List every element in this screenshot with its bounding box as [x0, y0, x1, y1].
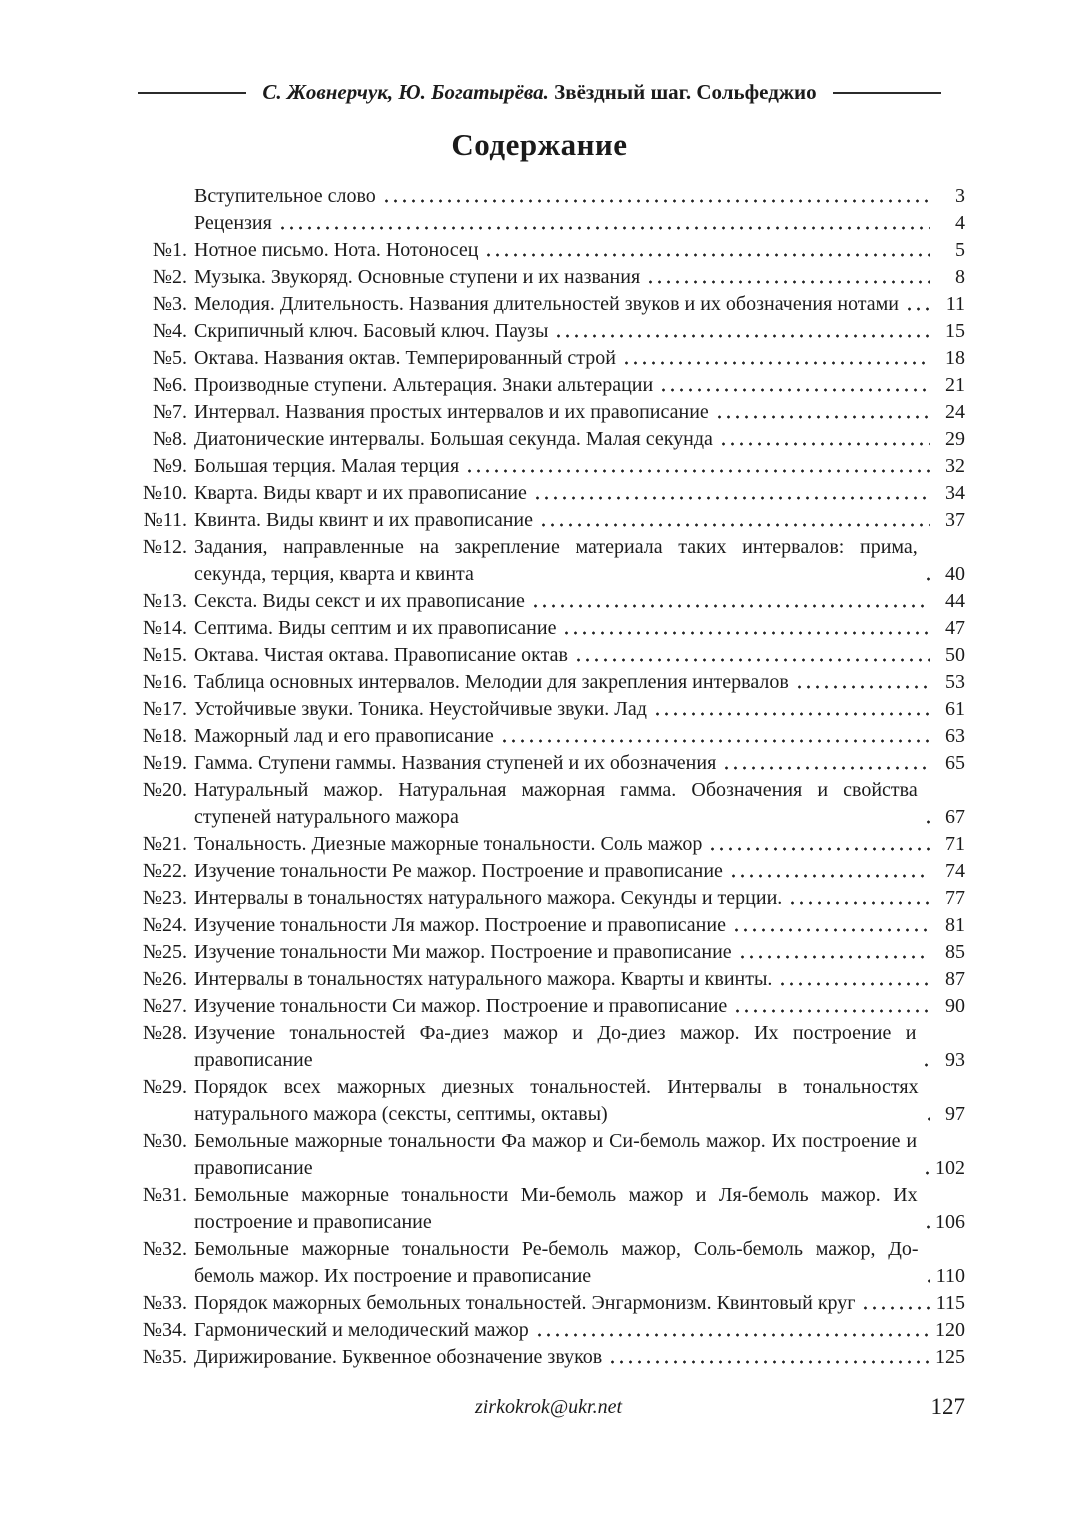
toc-entry-title: Секста. Виды секст и их правописание	[194, 590, 525, 612]
toc-entry-page: 15	[945, 320, 965, 342]
toc-entry	[132, 426, 965, 453]
toc-entry-title: Бемольные мажорные тональности Ми-бемоль мажор и Ля-бемоль мажор. Их построение и правописание	[194, 1184, 918, 1233]
toc-entry-number: №15.	[142, 644, 187, 666]
toc-entry	[132, 885, 965, 912]
toc-entry-number: №5.	[152, 347, 187, 369]
toc-dot-leader	[924, 534, 930, 588]
toc-entry-title: Гармонический и мелодический мажор	[194, 1319, 529, 1341]
toc-entry	[132, 318, 965, 345]
toc-entry-page: 3	[955, 185, 965, 207]
toc-entry-title: Натуральный мажор. Натуральная мажорная гамма. Обозначения и свойства ступеней натурального мажора	[194, 779, 918, 828]
toc-entry-number: №30.	[142, 1130, 187, 1152]
toc-entry-title: Таблица основных интервалов. Мелодии для закрепления интервалов	[194, 671, 789, 693]
toc-entry-number: №19.	[142, 752, 187, 774]
toc-dot-leader	[500, 723, 930, 750]
toc-dot-leader	[795, 669, 930, 696]
toc-dot-leader	[382, 183, 930, 210]
toc-dot-leader	[738, 939, 930, 966]
toc-entry-title: Порядок всех мажорных диезных тональностей. Интервалы в тональностях натурального мажора (сексты, септимы, октавы)	[194, 1076, 919, 1125]
toc-entry	[132, 1317, 965, 1344]
toc-dot-leader	[535, 1317, 930, 1344]
toc-entry	[132, 993, 965, 1020]
toc-entry-number: №20.	[142, 779, 187, 801]
toc-entry-title: Устойчивые звуки. Тоника. Неустойчивые звуки. Лад	[194, 698, 647, 720]
toc-entry	[132, 912, 965, 939]
toc-entry-number: №10.	[142, 482, 187, 504]
page-footer	[0, 1396, 1079, 1419]
toc-entry-page: 77	[945, 887, 965, 909]
toc-entry-number: №34.	[142, 1319, 187, 1341]
toc-entry	[132, 210, 965, 237]
toc-entry-page: 93	[945, 1049, 965, 1071]
toc-entry-page: 53	[945, 671, 965, 693]
toc-entry-title: Мелодия. Длительность. Названия длительностей звуков и их обозначения нотами	[194, 293, 899, 315]
toc-entry-page: 81	[945, 914, 965, 936]
toc-entry	[132, 1344, 965, 1371]
toc-entry-page: 67	[945, 806, 965, 828]
toc-dot-leader	[531, 588, 930, 615]
toc-entry-page: 11	[945, 293, 965, 315]
header-rule-left	[138, 92, 246, 94]
toc-entry-title: Большая терция. Малая терция	[194, 455, 460, 477]
toc-entry-title: Производные ступени. Альтерация. Знаки альтерации	[194, 374, 654, 396]
toc-entry-page: 63	[945, 725, 965, 747]
toc-dot-leader	[733, 993, 930, 1020]
toc-entry	[132, 1074, 965, 1128]
toc-entry	[132, 453, 965, 480]
toc-entry-title: Интервал. Названия простых интервалов и их правописание	[194, 401, 709, 423]
toc-entry-title: Октава. Названия октав. Темперированный строй	[194, 347, 616, 369]
toc-entry	[132, 507, 965, 534]
toc-dot-leader	[923, 1128, 930, 1182]
toc-entry	[132, 345, 965, 372]
toc-entry-number: №24.	[142, 914, 187, 936]
toc-dot-leader	[465, 453, 930, 480]
toc-entry-number: №1.	[152, 239, 187, 261]
toc-entry-number: №8.	[152, 428, 187, 450]
toc-entry-number: №29.	[142, 1076, 187, 1098]
toc-dot-leader	[722, 750, 930, 777]
toc-dot-leader	[924, 1182, 930, 1236]
toc-entry	[132, 534, 965, 588]
toc-dot-leader	[788, 885, 930, 912]
toc-entry-title: Рецензия	[194, 212, 272, 234]
toc-entry-page: 102	[935, 1157, 965, 1179]
toc-entry-title: Изучение тональности Ре мажор. Построение и правописание	[194, 860, 723, 882]
toc-entry-number: №22.	[142, 860, 187, 882]
toc-entry	[132, 480, 965, 507]
toc-entry	[132, 291, 965, 318]
toc-entry-page: 32	[945, 455, 965, 477]
toc-entry-title: Изучение тональностей Фа-диез мажор и До-диез мажор. Их построение и правописание	[194, 1022, 917, 1071]
toc-entry-number: №14.	[142, 617, 187, 639]
toc-entry-page: 74	[945, 860, 965, 882]
toc-entry	[132, 399, 965, 426]
toc-entry-number: №35.	[142, 1346, 187, 1368]
toc-entry-title: Октава. Чистая октава. Правописание октав	[194, 644, 568, 666]
toc-dot-leader	[922, 1020, 930, 1074]
toc-entry-number: №23.	[142, 887, 187, 909]
toc-entry-number: №18.	[142, 725, 187, 747]
toc-entry	[132, 858, 965, 885]
toc-entry-title: Кварта. Виды кварт и их правописание	[194, 482, 527, 504]
toc-entry-page: 21	[945, 374, 965, 396]
toc-entry-number: №33.	[142, 1292, 187, 1314]
toc-entry-page: 24	[945, 401, 965, 423]
toc-entry	[132, 1236, 965, 1290]
toc-dot-leader	[539, 507, 930, 534]
toc-dot-leader	[719, 426, 930, 453]
toc-entry-title: Дирижирование. Буквенное обозначение звуков	[194, 1346, 603, 1368]
running-title-book: Звёздный шаг. Сольфеджио	[554, 80, 817, 104]
toc-entry-title: Изучение тональности Си мажор. Построение и правописание	[194, 995, 728, 1017]
toc-entry-number: №11.	[143, 509, 187, 531]
running-header	[0, 0, 1079, 105]
toc-entry-page: 8	[955, 266, 965, 288]
toc-entry-number: №3.	[152, 293, 187, 315]
toc-entry-title: Мажорный лад и его правописание	[194, 725, 494, 747]
toc-dot-leader	[574, 642, 930, 669]
toc-dot-leader	[554, 318, 930, 345]
toc-entry-page: 18	[945, 347, 965, 369]
toc-entry-title: Интервалы в тональностях натурального мажора. Кварты и квинты.	[194, 968, 773, 990]
toc-entry-page: 85	[945, 941, 965, 963]
toc-dot-leader	[732, 912, 930, 939]
toc-dot-leader	[646, 264, 930, 291]
toc-dot-leader	[708, 831, 930, 858]
toc-dot-leader	[653, 696, 930, 723]
toc-entry-page: 71	[945, 833, 965, 855]
toc-entry-title: Нотное письмо. Нота. Нотоносец	[194, 239, 479, 261]
toc-dot-leader	[659, 372, 930, 399]
toc-entry-title: Диатонические интервалы. Большая секунда. Малая секунда	[194, 428, 713, 450]
running-title	[262, 80, 816, 105]
toc-entry-title: Скрипичный ключ. Басовый ключ. Паузы	[194, 320, 549, 342]
toc-entry	[132, 642, 965, 669]
toc-entry-title: Вступительное слово	[194, 185, 376, 207]
toc-entry-title: Септима. Виды септим и их правописание	[194, 617, 557, 639]
toc-entry-title: Квинта. Виды квинт и их правописание	[194, 509, 533, 531]
toc-entry-page: 106	[935, 1211, 965, 1233]
toc-entry-number: №21.	[142, 833, 187, 855]
toc-entry	[132, 696, 965, 723]
toc-entry	[132, 183, 965, 210]
toc-entry	[132, 588, 965, 615]
toc-entry-page: 4	[955, 212, 965, 234]
toc-dot-leader	[905, 291, 930, 318]
toc-dot-leader	[622, 345, 930, 372]
toc-dot-leader	[925, 1236, 930, 1290]
footer-email: zirkokrok@ukr.net	[474, 1396, 623, 1418]
toc-entry-title: Музыка. Звукоряд. Основные ступени и их названия	[194, 266, 641, 288]
toc-entry-page: 34	[945, 482, 965, 504]
toc-entry-number: №6.	[152, 374, 187, 396]
toc-entry-page: 110	[935, 1265, 965, 1287]
toc-entry-number: №28.	[142, 1022, 187, 1044]
toc-entry-page: 125	[935, 1346, 965, 1368]
toc-entry-number: №32.	[142, 1238, 187, 1260]
toc-entry-title: Тональность. Диезные мажорные тональности. Соль мажор	[194, 833, 703, 855]
toc-dot-leader	[608, 1344, 930, 1371]
toc-dot-leader	[278, 210, 930, 237]
toc-entry-page: 5	[955, 239, 965, 261]
toc-entry	[132, 1290, 965, 1317]
toc-entry-number: №12.	[142, 536, 187, 558]
toc-entry-number: №2.	[152, 266, 187, 288]
toc-entry	[132, 750, 965, 777]
toc-entry	[132, 1020, 965, 1074]
toc-entry-number: №9.	[152, 455, 187, 477]
toc-entry-title: Изучение тональности Ми мажор. Построение и правописание	[194, 941, 732, 963]
toc-entry	[132, 723, 965, 750]
toc-entry-number: №16.	[142, 671, 187, 693]
toc-dot-leader	[861, 1290, 930, 1317]
toc-entry-page: 115	[935, 1292, 965, 1314]
table-of-contents	[0, 183, 1079, 1371]
toc-dot-leader	[533, 480, 930, 507]
toc-entry-number: №13.	[142, 590, 187, 612]
toc-entry	[132, 1128, 965, 1182]
toc-entry-page: 61	[945, 698, 965, 720]
toc-entry	[132, 372, 965, 399]
toc-entry-title: Изучение тональности Ля мажор. Построение и правописание	[194, 914, 726, 936]
toc-dot-leader	[925, 1074, 930, 1128]
toc-dot-leader	[562, 615, 930, 642]
toc-entry-number: №26.	[142, 968, 187, 990]
toc-entry	[132, 939, 965, 966]
toc-entry-page: 90	[945, 995, 965, 1017]
toc-dot-leader	[715, 399, 930, 426]
toc-dot-leader	[484, 237, 930, 264]
toc-entry-page: 50	[945, 644, 965, 666]
toc-entry-title: Гамма. Ступени гаммы. Названия ступеней и их обозначения	[194, 752, 717, 774]
header-rule-right	[833, 92, 941, 94]
toc-entry-title: Бемольные мажорные тональности Фа мажор и Си-бемоль мажор. Их построение и правописание	[194, 1130, 918, 1179]
toc-entry-number: №27.	[142, 995, 187, 1017]
toc-entry	[132, 1182, 965, 1236]
toc-dot-leader	[778, 966, 930, 993]
toc-entry-number: №4.	[152, 320, 187, 342]
toc-entry-title: Задания, направленные на закрепление материала таких интервалов: прима, секунда, терция, кварта и квинта	[194, 536, 918, 585]
toc-entry-title: Порядок мажорных бемольных тональностей. Энгармонизм. Квинтовый круг	[194, 1292, 856, 1314]
toc-entry	[132, 615, 965, 642]
toc-entry	[132, 237, 965, 264]
toc-entry	[132, 966, 965, 993]
toc-dot-leader	[924, 777, 930, 831]
toc-entry-page: 37	[945, 509, 965, 531]
toc-entry-title: Интервалы в тональностях натурального мажора. Секунды и терции.	[194, 887, 783, 909]
page-title: Содержание	[451, 127, 628, 162]
toc-entry-number: №25.	[142, 941, 187, 963]
toc-entry-page: 40	[945, 563, 965, 585]
toc-entry-page: 47	[945, 617, 965, 639]
toc-entry	[132, 777, 965, 831]
footer-page-number: 127	[930, 1394, 965, 1419]
toc-entry-page: 44	[945, 590, 965, 612]
toc-entry-number: №17.	[142, 698, 187, 720]
toc-entry-page: 29	[945, 428, 965, 450]
toc-entry-page: 87	[945, 968, 965, 990]
toc-entry-page: 65	[945, 752, 965, 774]
toc-entry-number: №31.	[142, 1184, 187, 1206]
toc-entry	[132, 669, 965, 696]
toc-entry-page: 120	[935, 1319, 965, 1341]
toc-entry-page: 97	[945, 1103, 965, 1125]
toc-entry-title: Бемольные мажорные тональности Ре-бемоль мажор, Соль-бемоль мажор, До-бемоль мажор. Их построение и правописание	[194, 1238, 919, 1287]
running-title-authors: С. Жовнерчук, Ю. Богатырёва.	[262, 80, 549, 104]
toc-entry	[132, 831, 965, 858]
toc-dot-leader	[729, 858, 930, 885]
toc-entry	[132, 264, 965, 291]
toc-entry-number: №7.	[152, 401, 187, 423]
